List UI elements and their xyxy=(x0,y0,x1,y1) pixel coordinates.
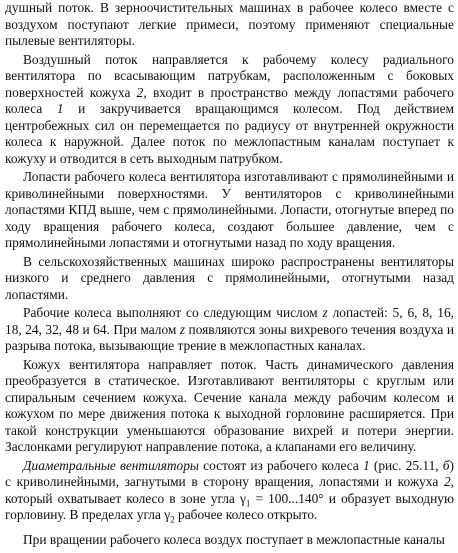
italic-text-run: 2 xyxy=(443,474,451,489)
text-run: = 100...140° и образует выходную горловину. В пределах угла γ xyxy=(5,490,454,522)
text-run: (рис. 25.11, xyxy=(369,457,443,473)
paragraph xyxy=(5,169,454,252)
text-run: Лопасти рабочего колеса вентилятора изготавливают с прямолинейными и криволинейными поверхностями. У вентиляторов с криволинейными лопастями КПД выше, чем с прямолинейными. Лопасти, отогнутые вперед по ходу вращения рабочего колеса, создают большее давление, чем с прямолинейными лопастями и отогнутыми назад по ходу вращения. xyxy=(5,169,454,250)
italic-text-run: 1 xyxy=(56,101,64,116)
italic-text-run: Диаметральные вентиляторы xyxy=(23,457,199,473)
text-run: состоят из рабочего колеса xyxy=(199,457,363,473)
text-run: лопастей: 5, 6, 8, 16, 18, 24, 32, 48 и 64. При малом xyxy=(5,305,454,337)
italic-text-run: z xyxy=(179,321,186,337)
text-run: рабочее колесо открыто. xyxy=(174,507,318,522)
paragraph xyxy=(5,0,454,50)
text-run: душный поток. В зерноочистительных машинах в рабочее колесо вместе с воздухом поступают легкие примеси, поэтому применяют специальные пылевые вентиляторы. xyxy=(5,0,454,48)
italic-text-run: z xyxy=(322,305,328,320)
text-body xyxy=(5,0,454,524)
italic-text-run: 1 xyxy=(363,457,370,473)
text-run: ) с криволинейными, загнутыми в сторону вращения, лопастями и кожуха xyxy=(5,457,454,489)
italic-text-run: б xyxy=(442,457,450,473)
paragraph xyxy=(5,52,454,168)
text-run: В сельскохозяйственных машинах широко распространены вентиляторы низкого и среднего давления с прямолинейными, отогнутыми назад лопастями. xyxy=(5,253,454,302)
paragraph xyxy=(5,357,454,456)
paragraph xyxy=(5,305,454,355)
cut-off-line xyxy=(5,532,454,553)
text-run: , который охватывает колесо в зоне угла γ xyxy=(5,474,454,506)
paragraph xyxy=(5,458,454,524)
text-run: , входит в пространство между лопастями рабочего колеса xyxy=(5,84,454,116)
subscript-run: 2 xyxy=(170,514,175,525)
text-run: Рабочие колеса выполняют со следующим числом xyxy=(23,305,323,320)
text-run: Кожух вентилятора направляет поток. Часть динамического давления преобразуется в статическое. Изготавливают вентиляторы с круглым или спиральным сечением кожуха. Сечение канала между рабочим колесом и кожухом по мере движения потока к выходной горловине расширяется. При такой конструкции уменьшаются образование вихрей и потери энергии. Заслонками регулируют направление потока, а клапанами его величину. xyxy=(5,356,454,454)
subscript-run: 1 xyxy=(245,498,251,509)
paragraph xyxy=(5,254,454,304)
paragraph-partial xyxy=(5,532,454,549)
text-run: При вращении рабочего колеса воздух поступает в межлопастные каналы xyxy=(23,532,445,547)
italic-text-run: 2 xyxy=(136,84,144,100)
text-run: появляются зоны вихревого течения воздуха и разрыва потока, вызывающие трение в межлопастных каналах. xyxy=(5,321,454,353)
document-page xyxy=(5,0,454,550)
text-run: и закручивается вращающимся колесом. Под действием центробежных сил он перемещается по радиусу от внутренней окружности колеса к наружной. Далее поток по межлопастным каналам поступает к кожуху и отводится в сеть выходным патрубком. xyxy=(5,101,454,166)
text-run: Воздушный поток направляется к рабочему колесу радиального вентилятора по всасывающим патрубкам, расположенным с боковых поверхностей кожуха xyxy=(5,51,454,100)
